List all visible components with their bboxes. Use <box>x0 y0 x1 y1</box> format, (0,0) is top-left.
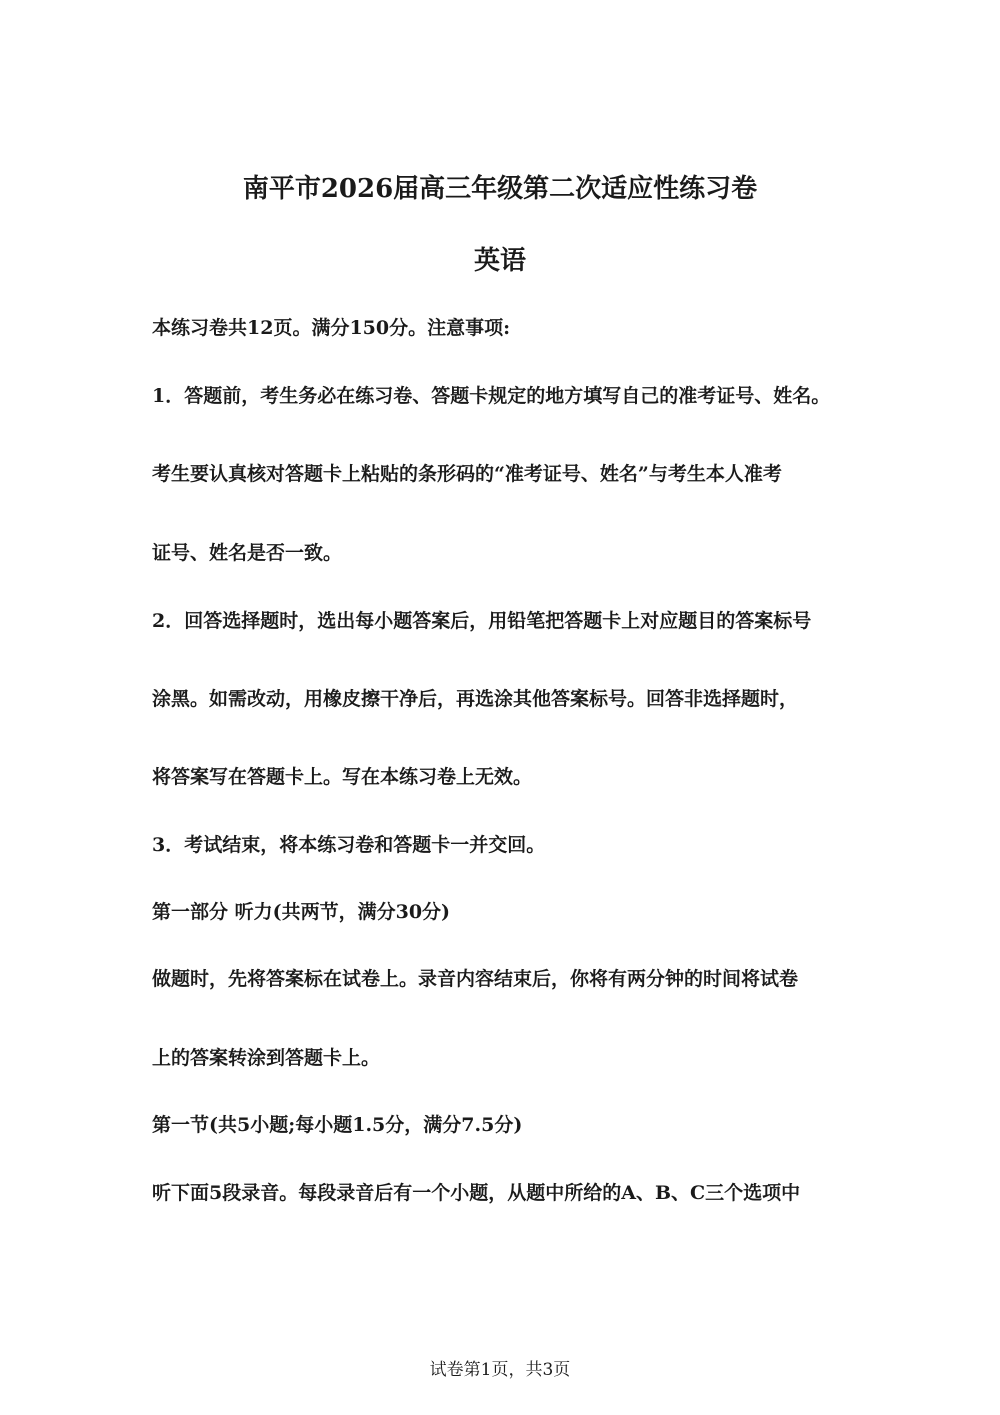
instruction-2-line-2: 涂黑。如需改动，用橡皮擦干净后，再选涂其他答案标号。回答非选择题时， <box>152 688 799 710</box>
instruction-2-line-1: 2．回答选择题时，选出每小题答案后，用铅笔把答题卡上对应题目的答案标号 <box>152 610 812 632</box>
section-one-heading: 第一节(共5小题;每小题1.5分，满分7.5分) <box>152 1114 523 1136</box>
instruction-1-line-3: 证号、姓名是否一致。 <box>152 542 343 564</box>
subject-title: 英语 <box>473 246 526 276</box>
part-one-heading: 第一部分 听力(共两节，满分30分) <box>152 901 451 923</box>
page-title: 南平市2026届高三年级第二次适应性练习卷 <box>242 174 758 204</box>
part-one-note-line-2: 上的答案转涂到答题卡上。 <box>152 1047 381 1069</box>
instruction-3-line: 3．考试结束，将本练习卷和答题卡一并交回。 <box>152 834 546 856</box>
section-one-instruction: 听下面5段录音。每段录音后有一个小题，从题中所给的A、B、C三个选项中 <box>152 1182 801 1204</box>
intro-line: 本练习卷共12页。满分150分。注意事项: <box>152 317 511 339</box>
instruction-2-line-3: 将答案写在答题卡上。写在本练习卷上无效。 <box>152 766 533 788</box>
part-one-note-line-1: 做题时，先将答案标在试卷上。录音内容结束后，你将有两分钟的时间将试卷 <box>152 968 799 990</box>
page-footer: 试卷第1页，共3页 <box>429 1360 571 1380</box>
instruction-1-line-2: 考生要认真核对答题卡上粘贴的条形码的“准考证号、姓名”与考生本人准考 <box>152 463 782 485</box>
instruction-1-line-1: 1．答题前，考生务必在练习卷、答题卡规定的地方填写自己的准考证号、姓名。 <box>152 385 831 407</box>
